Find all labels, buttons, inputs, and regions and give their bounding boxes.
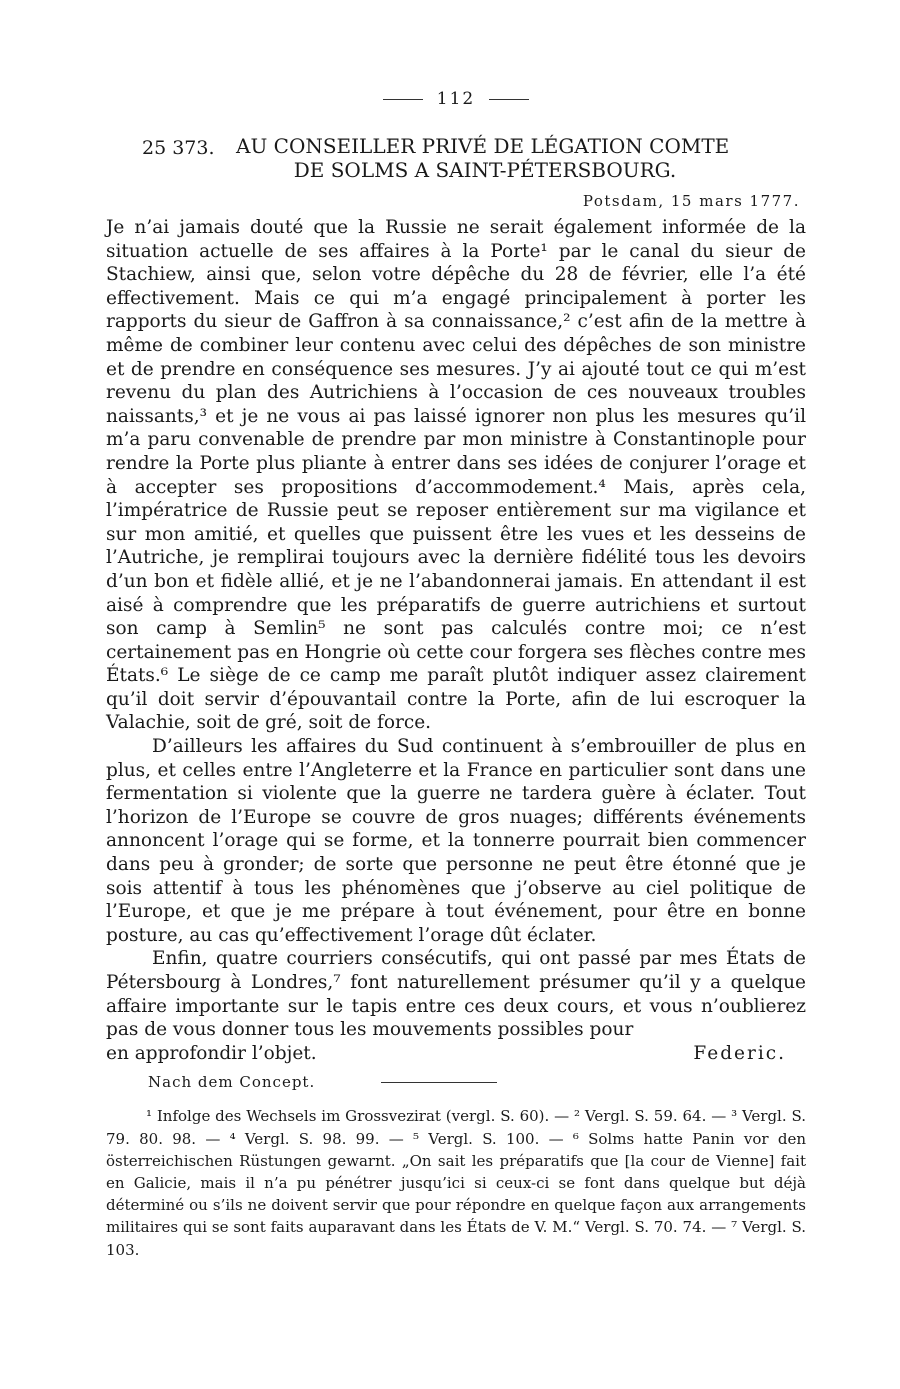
dateline: Potsdam, 15 mars 1777.	[582, 192, 800, 210]
header-rule-left	[383, 99, 423, 100]
footnotes	[106, 1105, 806, 1260]
signature: Federic.	[693, 1042, 786, 1064]
document-page	[106, 86, 806, 1261]
letter-body	[106, 216, 806, 1042]
letter-number: 25 373.	[142, 137, 215, 159]
page-number-header	[106, 86, 806, 112]
page-number: 112	[436, 89, 476, 109]
closing-text: en approfondir l’objet.	[106, 1042, 317, 1064]
closing-line	[106, 1042, 806, 1066]
letter-heading	[106, 134, 806, 182]
footnote-separator-rule	[381, 1082, 497, 1083]
footnote-text: ¹ Infolge des Wechsels im Grossvezirat (vergl. S. 60). — ² Vergl. S. 59. 64. — ³ Vergl. S. 79. 80. 98. — ⁴ Vergl. S. 98. 99. — ⁵ Vergl. S. 100. — ⁶ Solms hatte Panin vor den österreichischen Rüstungen gewarnt. „On sait les préparatifs que [la cour de Vienne] fait en Galicie, mais il n’a pu pénétrer jusqu’ici si ceux-ci se font dans quelque but déjà déterminé ou s’ils ne doivent servir que pour répondre en quelque façon aux arrangements militaires qui se sont faits auparavant dans les États de V. M.“ Vergl. S. 70. 74. — ⁷ Vergl. S. 103.	[106, 1107, 806, 1259]
letter-title-line2: DE SOLMS A SAINT-PÉTERSBOURG.	[293, 158, 677, 182]
letter-title-line1: AU CONSEILLER PRIVÉ DE LÉGATION COMTE	[236, 134, 730, 158]
source-note	[106, 1073, 806, 1091]
paragraph-3: Enfin, quatre courriers consécutifs, qui ont passé par mes États de Pétersbourg à Londres,⁷ font naturellement présumer qu’il y a quelque affaire importante sur le tapis entre ces deux cours, et vous n’oublierez pas de vous donner tous les mouvements possibles pour	[106, 948, 806, 1041]
paragraph-1: Je n’ai jamais douté que la Russie ne serait également informée de la situation actuelle de ses affaires à la Porte¹ par le canal du sieur de Stachiew, ainsi que, selon votre dépêche du 28 de février, elle l’a été effectivement. Mais ce qui m’a engagé principalement à porter les rapports du sieur de Gaffron à sa connaissance,² c’est afin de la mettre à même de combiner leur contenu avec celui des dépêches de son ministre et de prendre en conséquence ses mesures. J’y ai ajouté tout ce qui m’est revenu du plan des Autrichiens à l’occasion de ces nouveaux troubles naissants,³ et je ne vous ai pas laissé ignorer non plus les mesures qu’il m’a paru convenable de prendre par mon ministre à Constantinople pour rendre la Porte plus pliante à entrer dans ses idées de conjurer l’orage et à accepter ses propositions d’accommodement.⁴ Mais, après cela, l’impératrice de Russie peut se reposer entièrement sur ma vigilance et sur mon amitié, et quelles que puissent être les vues et les desseins de l’Autriche, je remplirai toujours avec la dernière fidélité tous les devoirs d’un bon et fidèle allié, et je ne l’abandonnerai jamais. En attendant il est aisé à comprendre que les préparatifs de guerre autrichiens et surtout son camp à Semlin⁵ ne sont pas calculés contre moi; ce n’est certainement pas en Hongrie où cette cour forgera ses flèches contre mes États.⁶ Le siège de ce camp me paraît plutôt indiquer assez clairement qu’il doit servir d’épouvantail contre la Porte, afin de lui escroquer la Valachie, soit de gré, soit de force.	[106, 217, 806, 734]
header-rule-right	[489, 99, 529, 100]
paragraph-2: D’ailleurs les affaires du Sud continuent à s’embrouiller de plus en plus, et celles entre l’Angleterre et la France en particulier sont dans une fermentation si violente que la guerre ne tardera guère à éclater. Tout l’horizon de l’Europe se couvre de gros nuages; différents événements annoncent l’orage qui se forme, et la tonnerre pourrait bien commencer dans peu à gronder; de sorte que personne ne peut être étonné que je sois attentif à tous les phénomènes que j’observe au ciel politique de l’Europe, et que je me prépare à tout événement, pour être en bonne posture, au cas qu’effectivement l’orage dût éclater.	[106, 736, 806, 946]
source-note-text: Nach dem Concept.	[148, 1073, 316, 1092]
